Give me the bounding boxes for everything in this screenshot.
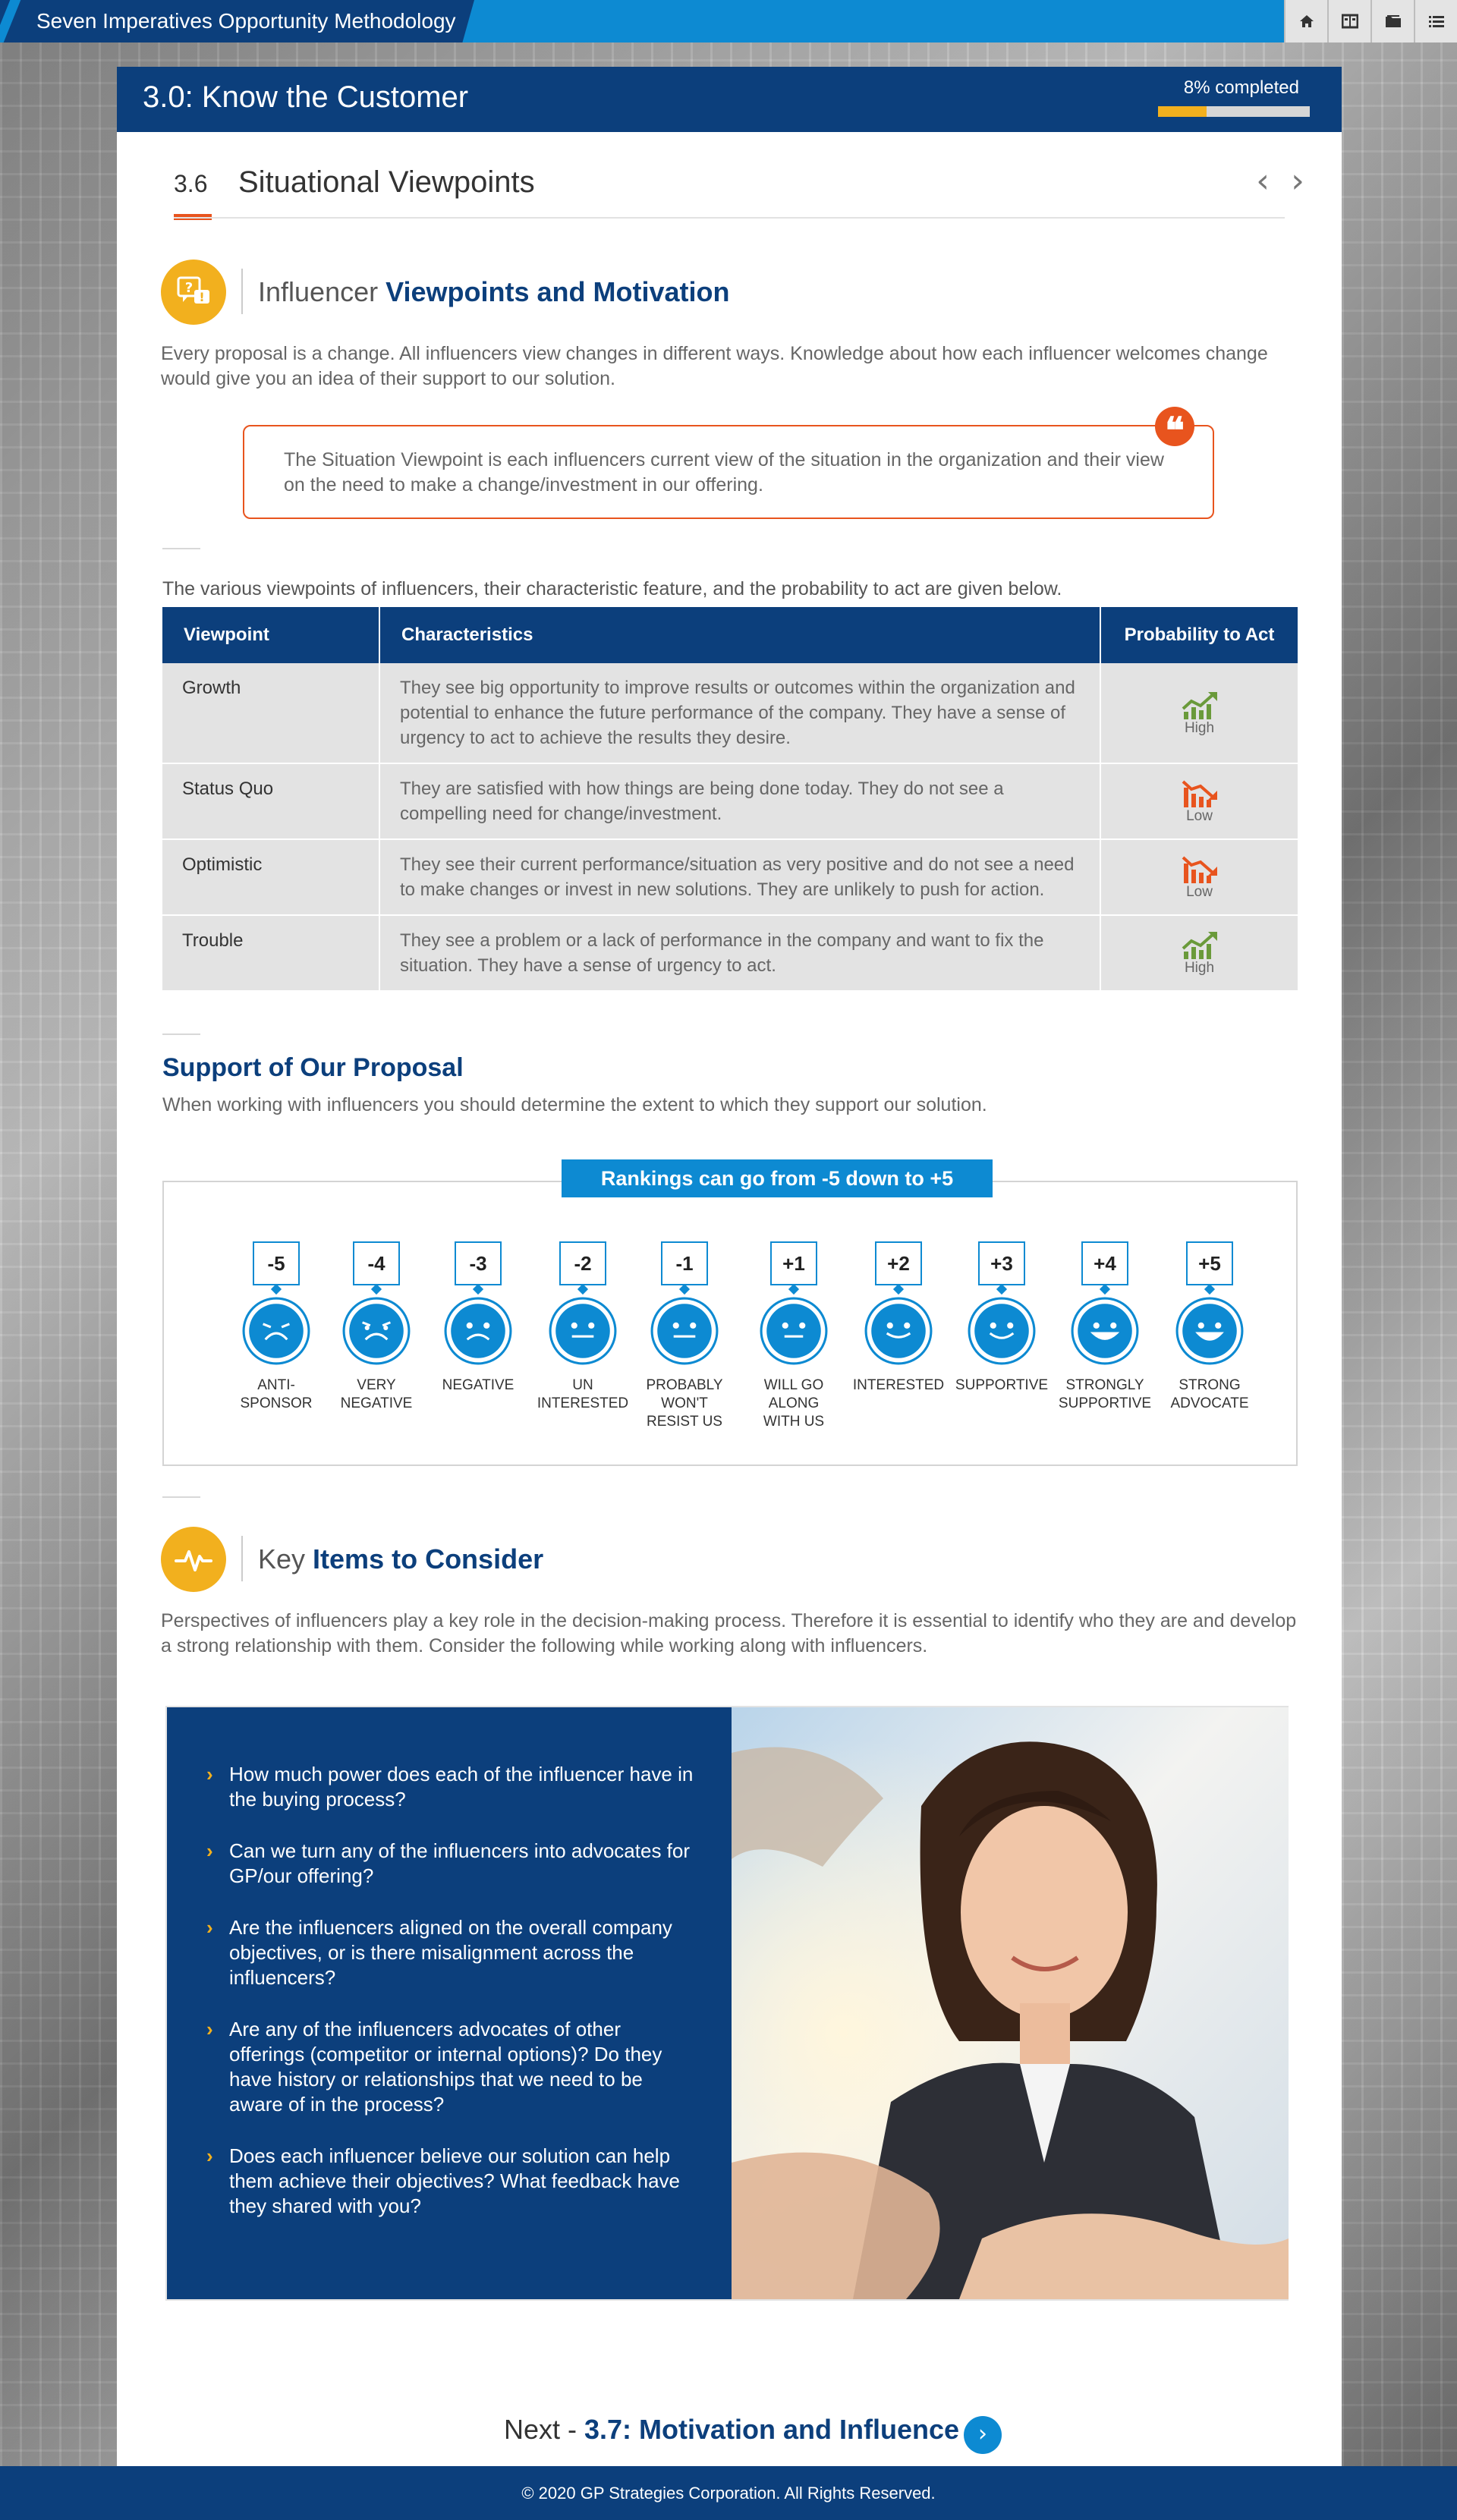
home-icon[interactable] [1284,0,1327,42]
ranking-item [1153,1241,1266,1413]
ranking-label [946,1376,1058,1395]
key-items-heading-accent: Items to Consider [313,1543,544,1575]
ranking-label [842,1376,955,1395]
short-divider [162,1496,200,1498]
next-prefix: Next - [504,2414,585,2445]
face-icon [1175,1296,1245,1366]
progress-bar [1158,106,1310,117]
ranking-score: -3 [455,1241,502,1285]
influencer-heading [258,276,729,308]
probability-label: Low [1186,808,1213,824]
ranking-item [320,1241,433,1413]
ranking-item [527,1241,639,1413]
face-icon [1070,1296,1140,1366]
ranking-label-line: ADVOCATE [1170,1395,1249,1411]
ranking-item [628,1241,741,1431]
next-section-button[interactable]: › [964,2416,1002,2454]
businesswoman-photo [732,1707,1289,2299]
svg-text:!: ! [199,290,205,304]
table-row [162,763,1298,839]
ranking-item [946,1241,1058,1395]
ranking-score: +3 [978,1241,1025,1285]
table-row [162,839,1298,915]
table-row [162,915,1298,991]
chevron-right-icon: › [206,1916,213,1939]
ranking-label-line: STRONG [1179,1377,1241,1393]
top-bar [0,0,1457,42]
characteristics-cell: They see big opportunity to improve results or outcomes within the organization and potential to enhance the future performance of the company. They have a sense of urgency to act to achieve the results they desire. [379,663,1100,763]
list-item [206,2144,694,2219]
ranking-label [320,1376,433,1413]
influencer-heading-accent: Viewpoints and Motivation [385,276,730,307]
svg-text:?: ? [184,280,194,296]
ranking-label-line: PROBABLY [646,1377,723,1393]
list-item-text: How much power does each of the influencer have in the buying process? [229,1763,694,1811]
pulse-icon [161,1527,226,1592]
list-item [206,2017,694,2117]
list-item-text: Can we turn any of the influencers into advocates for GP/our offering? [229,1839,691,1887]
ranking-label-line: STRONGLY [1065,1377,1144,1393]
ranking-label-line: UN [572,1377,593,1393]
list-item-text: Are any of the influencers advocates of other offerings (competitor or internal options)? Do they have history or relationships that we need to be aware of in the process? [229,2018,662,2116]
ranking-label-line: SPONSOR [240,1395,313,1411]
key-items-list [167,1707,732,2299]
trend-down-icon [1181,854,1219,885]
chevron-right-icon: › [206,2018,213,2040]
section-number: 3.6 [174,170,208,197]
ranking-label-line: VERY [357,1377,396,1393]
influencer-heading-plain: Influencer [258,276,386,307]
probability-cell [1100,915,1298,991]
progress-label: 8% completed [1183,77,1299,98]
table-header-row [162,607,1298,663]
face-icon [967,1296,1037,1366]
column-header-probability: Probability to Act [1100,607,1298,663]
short-divider [162,548,200,549]
ranking-label-line: ALONG [768,1395,820,1411]
face-icon [864,1296,933,1366]
ranking-score: +2 [875,1241,922,1285]
list-item-text: Are the influencers aligned on the overall company objectives, or is there misalignment across the influencers? [229,1916,672,1989]
ranking-label-line: WON'T [661,1395,708,1411]
face-icon [650,1296,719,1366]
chevron-right-icon: › [206,1839,213,1862]
list-item-text: Does each influencer believe our solution can help them achieve their objectives? What feedback have they shared with you? [229,2144,681,2217]
list-item [206,1762,694,1812]
face-icon [548,1296,618,1366]
viewpoint-cell: Optimistic [162,839,379,915]
key-items-heading-plain: Key [258,1543,313,1575]
key-items-intro: Perspectives of influencers play a key role in the decision-making process. Therefore it is essential to identify who they are and develop a strong relationship with them. Consider the following while working along with influencers. [161,1610,1297,1656]
ranking-score: -4 [353,1241,400,1285]
rankings-banner: Rankings can go from -5 down to +5 [562,1159,993,1197]
section-divider [174,217,1285,219]
section-title: Situational Viewpoints [238,165,535,199]
face-icon [759,1296,829,1366]
progress-fill [1158,106,1207,117]
rankings-box [162,1167,1298,1466]
key-items-heading [258,1543,543,1575]
column-header-viewpoint: Viewpoint [162,607,379,663]
question-bubble-icon [161,260,226,325]
probability-cell [1100,839,1298,915]
face-icon [241,1296,311,1366]
viewpoint-cell: Trouble [162,915,379,991]
content-panel [117,67,1342,2520]
trend-up-icon [1181,930,1219,961]
probability-label: Low [1186,884,1213,900]
ranking-label-line: NEGATIVE [340,1395,413,1411]
characteristics-cell: They see a problem or a lack of performance in the company and want to fix the situation. They have a sense of urgency to act. [379,915,1100,991]
ranking-label-line: WITH US [763,1414,825,1430]
ranking-label [422,1376,534,1395]
chapter-header [117,67,1342,132]
ranking-label-line: RESIST US [647,1414,722,1430]
ranking-label [628,1376,741,1431]
ranking-item [220,1241,332,1413]
probability-label: High [1184,719,1215,736]
definition-quote-text: The Situation Viewpoint is each influencers current view of the situation in the organization and their view on the need to make a change/investment in our offering. [284,449,1164,496]
short-divider [162,1033,200,1035]
ranking-score: +1 [770,1241,817,1285]
ranking-score: -2 [559,1241,606,1285]
ranking-label [527,1376,639,1413]
ranking-score: -5 [253,1241,300,1285]
trend-up-icon [1181,691,1219,721]
influencer-intro: Every proposal is a change. All influencers view changes in different ways. Knowledge about how each influencer welcomes change would give you an idea of their support to our solution. [161,343,1268,389]
ranking-item [738,1241,850,1431]
chevron-right-icon: › [206,1763,213,1785]
support-title: Support of Our Proposal [162,1053,464,1082]
chevron-right-icon: › [206,2144,213,2167]
ranking-item [1049,1241,1161,1413]
folder-icon[interactable] [1370,0,1414,42]
quote-icon: ❝ [1155,407,1194,446]
next-page-button[interactable]: › [1291,162,1304,200]
ranking-item [842,1241,955,1395]
face-icon [443,1296,513,1366]
ranking-score: +5 [1186,1241,1233,1285]
ranking-label-line: NEGATIVE [442,1377,515,1393]
ranking-item [422,1241,534,1395]
ranking-label-line: INTERESTED [537,1395,629,1411]
probability-cell [1100,663,1298,763]
ranking-score: -1 [661,1241,708,1285]
heading-divider [241,1536,243,1581]
book-icon[interactable] [1327,0,1370,42]
viewpoint-cell: Status Quo [162,763,379,839]
previous-page-button[interactable]: ‹ [1256,162,1270,200]
ranking-score: +4 [1081,1241,1128,1285]
probability-cell [1100,763,1298,839]
table-intro: The various viewpoints of influencers, their characteristic feature, and the probability to act are given below. [162,578,1062,599]
ranking-label-line: INTERESTED [852,1377,945,1393]
characteristics-cell: They are satisfied with how things are being done today. They do not see a compelling need for change/investment. [379,763,1100,839]
definition-quote-box [243,425,1214,519]
ranking-label-line: SUPPORTIVE [955,1377,1049,1393]
app-title: Seven Imperatives Opportunity Methodology [36,9,456,33]
menu-icon[interactable] [1414,0,1457,42]
list-item [206,1915,694,1990]
table-row [162,663,1298,763]
next-section-label: 3.7: Motivation and Influence [584,2414,960,2445]
support-text: When working with influencers you should determine the extent to which they support our solution. [162,1094,987,1115]
ranking-label [1153,1376,1266,1413]
probability-label: High [1184,960,1215,976]
characteristics-cell: They see their current performance/situation as very positive and do not see a need to make changes or invest in new solutions. They are unlikely to push for action. [379,839,1100,915]
viewpoints-table [162,607,1298,992]
ranking-label [738,1376,850,1431]
face-icon [341,1296,411,1366]
ranking-label-line: ANTI- [257,1377,295,1393]
chapter-title: 3.0: Know the Customer [143,80,469,114]
key-items-box [165,1706,1289,2301]
toolbar [1284,0,1457,42]
footer: © 2020 GP Strategies Corporation. All Rights Reserved. [0,2466,1457,2520]
viewpoint-cell: Growth [162,663,379,763]
next-section-link[interactable] [504,2414,959,2446]
list-item [206,1839,694,1889]
column-header-characteristics: Characteristics [379,607,1100,663]
ranking-label-line: WILL GO [763,1377,824,1393]
heading-divider [241,269,243,314]
ranking-label [220,1376,332,1413]
table-body [162,663,1298,991]
ranking-label-line: SUPPORTIVE [1058,1395,1152,1411]
ranking-label [1049,1376,1161,1413]
trend-down-icon [1181,779,1219,809]
